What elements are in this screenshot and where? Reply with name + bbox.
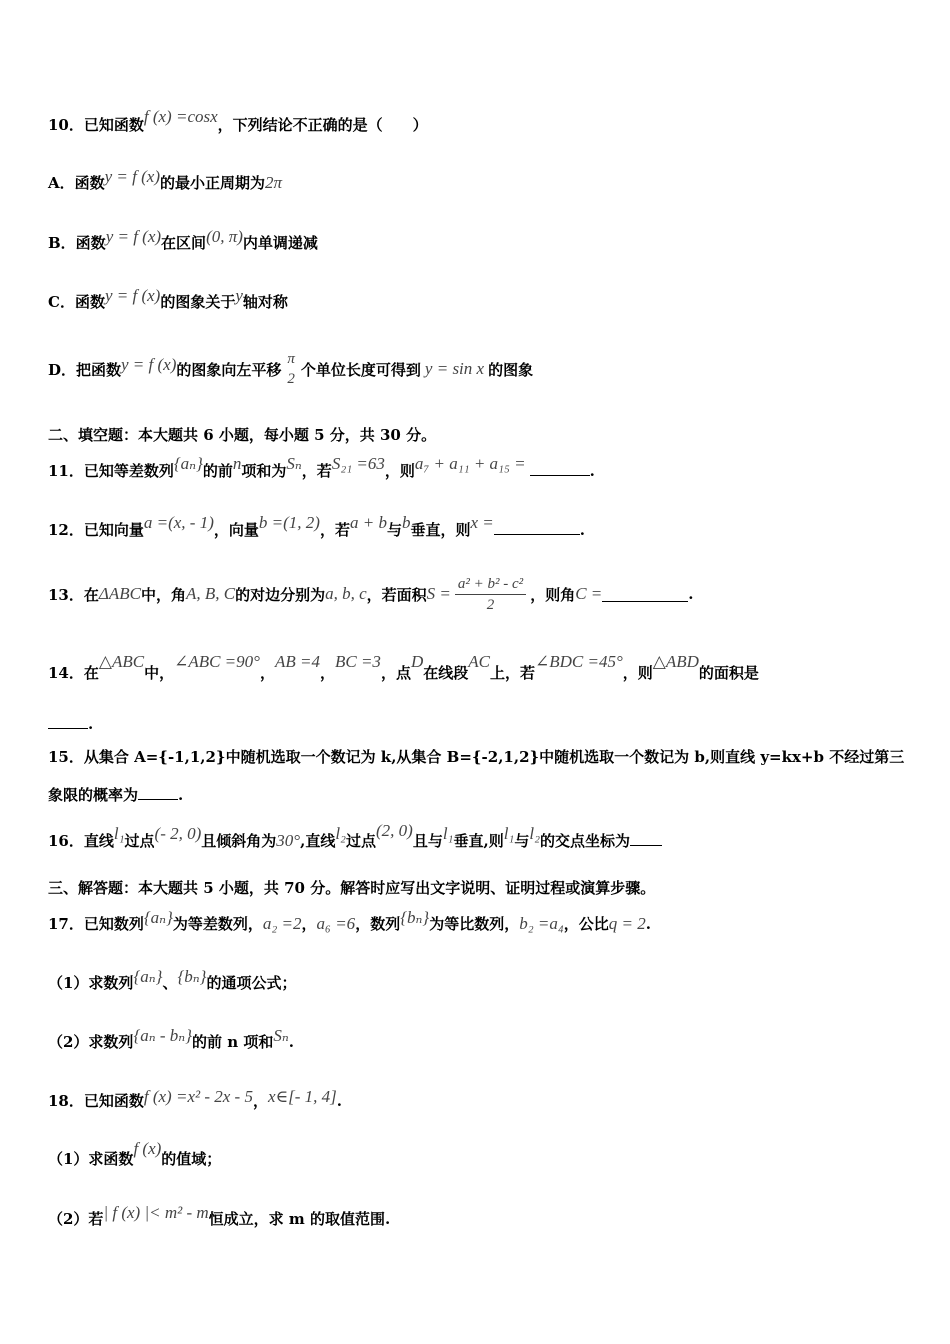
math-expr: y = sin x: [424, 359, 485, 378]
math-expr: AB =4: [274, 652, 320, 671]
q-text: ，点: [380, 664, 411, 682]
math-expr: y: [235, 286, 243, 305]
q10-stem-text: 10．已知函数: [48, 116, 144, 134]
math-expr: 2π: [265, 173, 283, 192]
q15-line2: [48, 784, 183, 805]
answer-blank[interactable]: [138, 785, 178, 800]
q-text: .: [336, 1092, 342, 1110]
math-expr: q = 2: [608, 914, 646, 933]
q14-answer-line: [48, 714, 93, 733]
q-text: ，则角: [530, 585, 576, 604]
math-expr: b =(1, 2): [258, 513, 320, 532]
q-text: 为等差数列，: [172, 915, 263, 933]
q-text: ，若: [301, 462, 332, 480]
answer-blank[interactable]: [530, 461, 590, 476]
q-text: .: [589, 462, 595, 480]
fraction-denominator: 2: [486, 596, 495, 613]
option-text: 在区间: [161, 234, 207, 252]
q-text: ，则: [622, 664, 653, 682]
q-text: 16．直线: [48, 832, 114, 850]
q-text: 中，: [144, 664, 175, 682]
option-text: 的最小正周期为: [160, 174, 266, 192]
q17-part2: [48, 1026, 294, 1052]
q10-stem-text-2: ，下列结论不正确的是（ ）: [217, 116, 428, 134]
q-text: 过点: [124, 832, 155, 850]
math-expr: a, b, c: [325, 584, 367, 603]
q10-option-c: [48, 286, 288, 312]
q15-line1: 15．从集合 A={-1,1,2}中随机选取一个数记为 k,从集合 B={-2,1,2}中随机选取一个数记为 b,则直线 y=kx+b 不经过第三: [48, 748, 905, 766]
option-label: C．函数: [48, 293, 105, 311]
math-expr: {bₙ}: [400, 908, 430, 927]
q-text: （1）求数列: [48, 974, 134, 992]
math-expr: f (x): [133, 1139, 162, 1158]
math-expr: {aₙ - bₙ}: [133, 1026, 192, 1045]
math-expr: △ABD: [652, 652, 699, 671]
option-text: 的图象关于: [160, 293, 236, 311]
fraction-numerator: π: [287, 351, 295, 367]
q-text: 垂直，则: [410, 521, 471, 539]
q-text: ，数列: [355, 915, 401, 933]
math-expr: l₁: [442, 824, 454, 843]
math-expr: 30°: [276, 831, 301, 850]
q-text: .: [88, 715, 94, 733]
q-text: 象限的概率为: [48, 786, 139, 804]
q18-part2: [48, 1203, 391, 1229]
q-text: ，向量: [213, 521, 259, 539]
math-expr: y = f (x): [104, 167, 160, 186]
q-text: 18．已知函数: [48, 1092, 144, 1110]
math-expr: l₂: [529, 824, 540, 843]
math-expr: Sₙ: [273, 1026, 289, 1045]
math-expr: f (x) =x² - 2x - 5: [143, 1087, 253, 1106]
q12: [48, 513, 585, 540]
math-expr: | f (x) |< m² - m: [103, 1203, 209, 1222]
math-expr: (- 2, 0): [154, 824, 202, 843]
q-text: ，则: [384, 462, 415, 480]
q-text: 的交点坐标为: [540, 832, 631, 850]
math-expr: a₇ + a₁₁ + a₁₅ =: [414, 454, 526, 473]
q-text: 恒成立，求 m 的取值范围.: [208, 1210, 391, 1228]
q-text: 的前: [202, 462, 233, 480]
math-expr: x∈[- 1, 4]: [267, 1087, 337, 1106]
option-text: 个单位长度可得到: [300, 360, 421, 379]
math-expr: l₁: [113, 824, 125, 843]
q-text: 14．在: [48, 664, 99, 682]
option-label: D．把函数: [48, 360, 122, 379]
math-expr: y = f (x): [104, 286, 161, 305]
q-text: 且与: [412, 832, 443, 850]
math-expr: y = f (x): [105, 227, 162, 246]
q11: [48, 454, 595, 481]
math-expr: l₂: [335, 824, 346, 843]
math-expr: y = f (x): [121, 355, 177, 374]
math-expr: S₂₁ =63: [331, 454, 385, 473]
math-expr: {aₙ}: [133, 967, 163, 986]
q-text: 为等比数列，: [429, 915, 520, 933]
math-expr: AC: [468, 652, 490, 671]
math-expr: b: [401, 513, 411, 532]
math-expr: {aₙ}: [173, 454, 203, 473]
math-expr: BC =3: [334, 652, 381, 671]
math-expr: D: [410, 652, 424, 671]
q-text: 与: [386, 521, 402, 539]
math-expr: a + b: [349, 513, 387, 532]
q18: [48, 1087, 342, 1111]
q-text: .: [288, 1033, 294, 1051]
option-text: 的图象向左平移: [176, 360, 282, 379]
math-expr: ΔABC: [98, 584, 141, 603]
q-text: （2）若: [48, 1210, 104, 1228]
math-expr: A, B, C: [185, 584, 236, 603]
math-expr: a₆ =6: [316, 914, 356, 933]
q-text: .: [645, 915, 651, 933]
q17-part1: [48, 967, 297, 993]
q-text: 在线段: [423, 664, 469, 682]
q-text: 的前 n 项和: [192, 1033, 274, 1051]
math-expr: l₁: [503, 824, 515, 843]
math-expr: △ABC: [98, 652, 145, 671]
math-expr: a =(x, - 1): [143, 513, 214, 532]
math-expr: C =: [575, 584, 603, 603]
q-text: 的面积是: [698, 664, 759, 682]
q10-option-b: [48, 227, 318, 253]
option-text: 内单调递减: [242, 234, 318, 252]
q10-func: f (x) =cosx: [143, 107, 218, 126]
q-text: （2）求数列: [48, 1033, 134, 1051]
q-text: ，若: [319, 521, 350, 539]
math-expr: ∠BDC =45°: [535, 652, 623, 671]
q-text: .: [688, 585, 694, 603]
q-text: ，若面积: [366, 585, 427, 604]
section-3-heading: 三、解答题：本大题共 5 小题，共 70 分。解答时应写出文字说明、证明过程或演算步骤。: [48, 879, 656, 897]
q13: [48, 566, 694, 622]
q14: 14．在△ABC中，∠ABC =90°，AB =4，BC =3，点D在线段AC上，若∠BDC =45°，则△ABD的面积是: [48, 652, 759, 682]
q10-stem: [48, 107, 428, 135]
q-text: 与: [514, 832, 530, 850]
math-expr: ∠ABC =90°: [174, 652, 260, 671]
q-text: 垂直,则: [453, 832, 504, 850]
fraction-numerator: a² + b² - c²: [455, 574, 526, 595]
q-text: 11．已知等差数列: [48, 462, 174, 480]
option-label: B．函数: [48, 234, 106, 252]
q-text: 中，角: [140, 585, 186, 604]
math-expr: b₂ =a₄: [519, 914, 564, 933]
answer-blank[interactable]: [602, 587, 688, 602]
q-text: 的对边分别为: [235, 585, 326, 604]
q-text: 13．在: [48, 585, 99, 604]
fraction-denominator: 2: [287, 371, 295, 387]
option-text: 的图象: [488, 360, 534, 379]
pi-over-2-fraction: [284, 349, 298, 389]
answer-blank[interactable]: [630, 831, 662, 846]
q17: 17．已知数列{aₙ}为等差数列，a₂ =2，a₆ =6，数列{bₙ}为等比数列，b₂ =a₄，公比q = 2.: [48, 908, 651, 933]
math-expr: (0, π): [206, 227, 243, 246]
math-expr: S =: [426, 584, 451, 603]
q-text: ，公比: [563, 915, 609, 933]
math-expr: (2, 0): [375, 821, 413, 840]
math-expr: {bₙ}: [177, 967, 207, 986]
q-text: ，: [252, 1092, 268, 1110]
q-text: 17．已知数列: [48, 915, 144, 933]
q-text: 的值域；: [161, 1150, 222, 1168]
math-expr: {aₙ}: [143, 908, 173, 927]
q18-part1: [48, 1139, 222, 1169]
q-text: .: [579, 521, 585, 539]
answer-blank[interactable]: [494, 520, 580, 535]
area-fraction: [455, 574, 526, 615]
answer-blank[interactable]: [48, 714, 88, 729]
option-label: A．函数: [48, 174, 105, 192]
q10-option-a: [48, 167, 283, 193]
math-expr: n: [232, 454, 242, 473]
option-text: 轴对称: [242, 293, 288, 311]
q-text: 过点: [345, 832, 376, 850]
math-expr: Sₙ: [286, 454, 302, 473]
q-text: 、: [162, 974, 178, 992]
math-expr: x =: [470, 513, 494, 532]
q10-option-d: [48, 344, 533, 394]
q16: [48, 821, 662, 851]
math-expr: a₂ =2: [262, 914, 302, 933]
q-text: 项和为: [241, 462, 287, 480]
q-text: .: [178, 786, 184, 804]
q-text: 且倾斜角为: [201, 832, 277, 850]
q-text: ,直线: [300, 832, 336, 850]
q-text: （1）求函数: [48, 1150, 134, 1168]
q-text: 12．已知向量: [48, 521, 144, 539]
q-text: 上，若: [489, 664, 535, 682]
section-2-heading: 二、填空题：本大题共 6 小题，每小题 5 分，共 30 分。: [48, 426, 437, 444]
q-text: 的通项公式；: [206, 974, 297, 992]
